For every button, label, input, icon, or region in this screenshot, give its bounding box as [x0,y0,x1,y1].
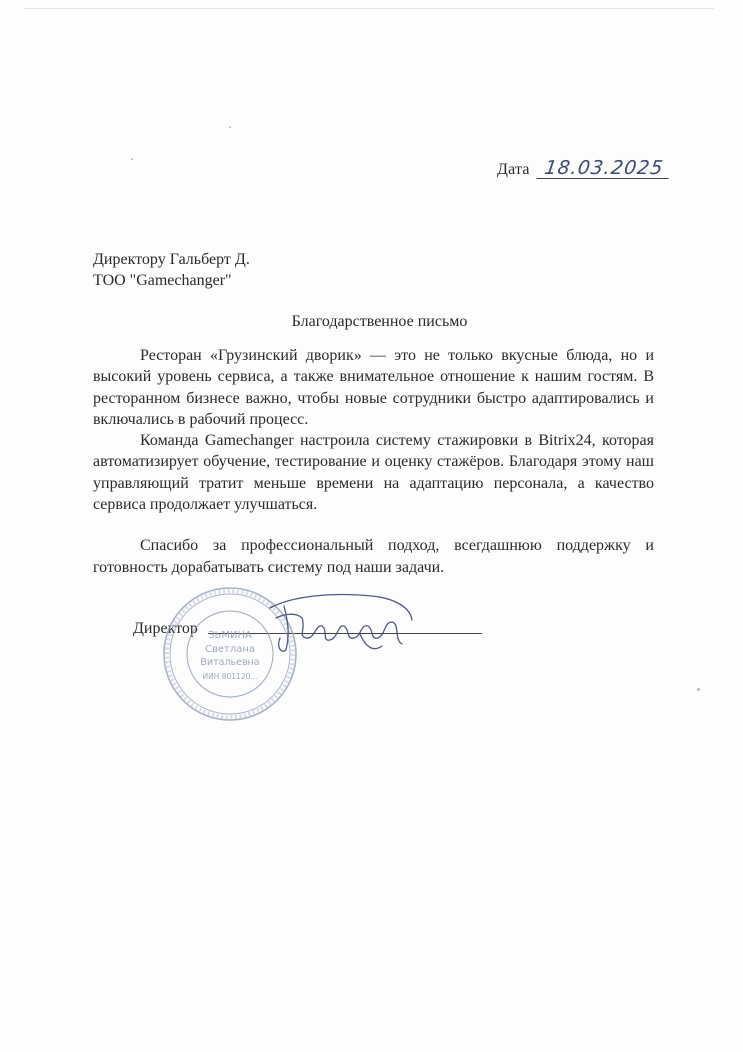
recipient-block [93,249,250,291]
scan-edge [24,8,714,9]
paragraph-1: Ресторан «Грузинский дворик» — это не только вкусные блюда, но и высокий уровень сервиса, а также внимательное отношение к нашим гостям. В ресторанном бизнесе важно, чтобы новые сотрудники быстро адаптировались и включались в рабочий процесс. [93,347,654,428]
date-line [497,158,670,179]
date-label: Дата [497,161,530,178]
paragraph-3: Спасибо за профессиональный подход, всегдашнюю поддержку и готовность дорабатывать систему под наши задачи. [93,537,654,576]
stamp-name-line1: ЗЬМИНА [208,630,252,641]
scan-speck [229,126,231,128]
paragraph-2: Команда Gamechanger настроила систему стажировки в Bitrix24, которая автоматизирует обучение, тестирование и оценку стажёров. Благодаря этому наш управляющий тратит меньше времени на адаптацию персонала, а качество сервиса продолжает улучшаться. [93,432,654,514]
stamp-name-line3: Витальевна [200,657,260,668]
stamp-name-line2: Светлана [204,644,256,655]
letter-title: Благодарственное письмо [291,313,468,330]
letter-body [93,345,654,578]
handwritten-signature [262,588,422,660]
stamp-id-line: ИИН 801120... [202,672,258,681]
scan-speck [131,158,133,160]
recipient-name: Директору Гальберт Д. [93,251,250,268]
recipient-company: ТОО "Gamechanger" [93,272,232,289]
scan-speck [697,688,700,691]
date-handwritten-value: 18.03.2025 [536,158,671,179]
signature-position: Директор [133,620,198,637]
